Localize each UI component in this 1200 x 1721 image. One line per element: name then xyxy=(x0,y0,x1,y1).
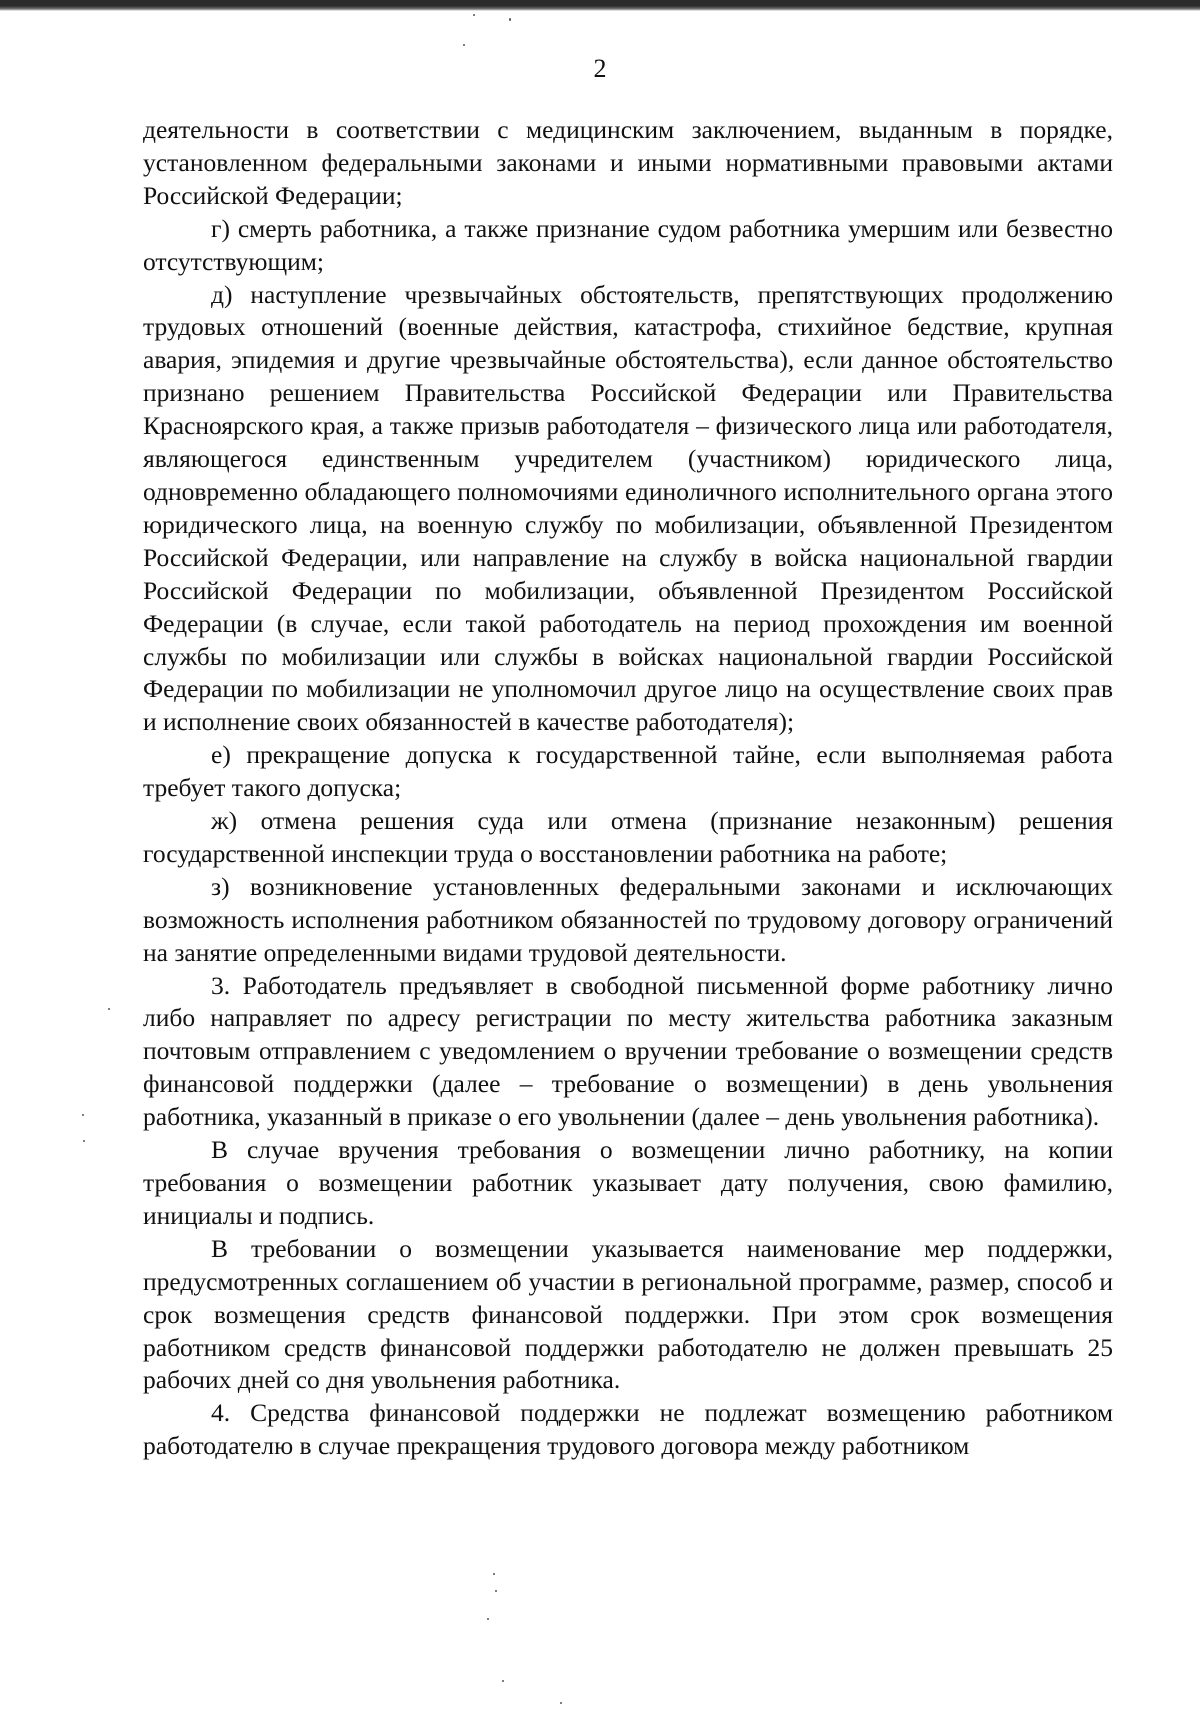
paragraph-item-zh: ж) отмена решения суда или отмена (признание незаконным) решения государственной инспекции труда о восстановлении работника на работе; xyxy=(143,806,1113,868)
scan-speck xyxy=(495,1590,497,1592)
page-number: 2 xyxy=(593,54,607,83)
paragraph-continuation: деятельности в соответствии с медицинским заключением, выданным в порядке, установленном федеральными законами и иными нормативными правовыми актами Российской Федерации; xyxy=(143,115,1113,210)
paragraph-item-z: з) возникновение установленных федеральными законами и исключающих возможность исполнения работником обязанностей по трудовому договору ограничений на занятие определенными видами трудовой деятельности. xyxy=(143,871,1113,967)
paragraph-section-4: 4. Средства финансовой поддержки не подлежат возмещению работником работодателю в случае прекращения трудового договора между работником xyxy=(143,1398,1113,1461)
scan-speck xyxy=(493,1573,495,1575)
scan-speck xyxy=(509,18,511,21)
scan-speck xyxy=(108,1008,110,1010)
paragraph-item-g: г) смерть работника, а также признание судом работника умершим или безвестно отсутствующим; xyxy=(143,213,1113,276)
paragraph-item-e: е) прекращение допуска к государственной тайне, если выполняемая работа требует такого допуска; xyxy=(143,740,1113,803)
scan-speck xyxy=(82,1114,84,1116)
scan-speck xyxy=(473,14,475,16)
document-body xyxy=(143,114,1113,1463)
paragraph-item-d: д) наступление чрезвычайных обстоятельств, препятствующих продолжению трудовых отношений (военные действия, катастрофа, стихийное бедствие, крупная авария, эпидемия и другие чрезвычайные обстоятельства), если данное обстоятельство признано решением Правительства Российской Федерации или Правительства Красноярского края, а также призыв работодателя – физического лица или работодателя, являющегося единственным учредителем (участником) юридического лица, одновременно обладающего полномочиями единоличного исполнительного органа этого юридического лица, на военную службу по мобилизации, объявленной Президентом Российской Федерации, или направление на службу в войска национальной гвардии Российской Федерации по мобилизации, объявленной Президентом Российской Федерации (в случае, если такой работодатель на период прохождения им военной службы по мобилизации или службы в войсках национальной гвардии Российской Федерации по мобилизации не уполномочил другое лицо на осуществление своих прав и исполнение своих обязанностей в качестве работодателя); xyxy=(143,279,1113,737)
scan-speck xyxy=(487,1618,489,1620)
scan-speck xyxy=(83,1140,85,1142)
scan-speck xyxy=(560,1702,562,1704)
paragraph-requirement-content: В требовании о возмещении указывается наименование мер поддержки, предусмотренных соглашением об участии в региональной программе, размер, способ и срок возмещения средств финансовой поддержки. При этом срок возмещения работником средств финансовой поддержки работодателю не должен превышать 25 рабочих дней со дня увольнения работника. xyxy=(143,1233,1113,1395)
scan-top-border xyxy=(0,0,1200,11)
paragraph-handover: В случае вручения требования о возмещении лично работнику, на копии требования о возмещении работник указывает дату получения, свою фамилию, инициалы и подпись. xyxy=(143,1135,1113,1230)
scan-speck xyxy=(502,1680,504,1682)
scan-speck xyxy=(463,44,465,46)
paragraph-section-3: 3. Работодатель предъявляет в свободной письменной форме работнику лично либо направляет по адресу регистрации по месту жительства работника заказным почтовым отправлением с уведомлением о вручении требование о возмещении средств финансовой поддержки (далее – требование о возмещении) в день увольнения работника, указанный в приказе о его увольнении (далее – день увольнения работника). xyxy=(143,970,1113,1132)
